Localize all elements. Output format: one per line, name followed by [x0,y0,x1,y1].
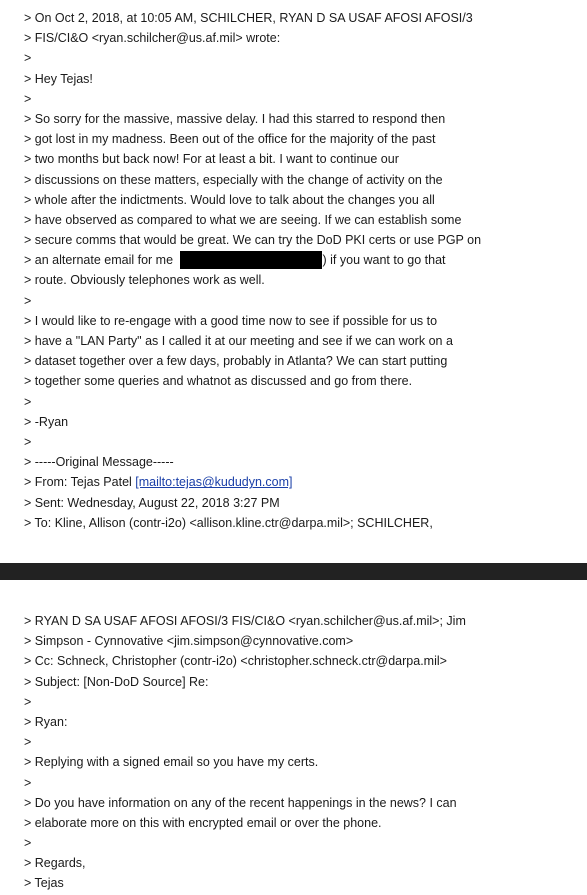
email-line: > On Oct 2, 2018, at 10:05 AM, SCHILCHER, RYAN D SA USAF AFOSI AFOSI/3 [24,11,473,25]
email-line: > [24,51,32,66]
email-line-text: > an alternate email for me [24,253,177,268]
email-line: > Cc: Schneck, Christopher (contr-i2o) <christopher.schneck.ctr@darpa.mil> [24,654,447,669]
email-line: > [24,394,32,409]
email-line-text: ) if you want to go that [322,253,446,268]
email-line: > FIS/CI&O <ryan.schilcher@us.af.mil> wrote: [24,31,281,46]
email-line: > [24,293,32,308]
email-line: > two months but back now! For at least a bit. I want to continue our [24,152,399,167]
redaction-box [180,251,322,269]
email-excerpt-bottom [0,580,587,895]
email-line: > Regards, [24,856,86,871]
email-line: > dataset together over a few days, probably in Atlanta? We can start putting [24,354,448,369]
email-line: > [24,836,32,851]
email-body-bottom [24,611,466,894]
email-line: > elaborate more on this with encrypted email or over the phone. [24,815,382,830]
email-line: > Replying with a signed email so you have my certs. [24,755,319,770]
email-line: > I would like to re-engage with a good time now to see if possible for us to [24,313,438,328]
mailto-link[interactable]: [mailto:tejas@kududyn.com] [135,475,293,490]
email-line: > [24,434,32,449]
email-line-from [24,472,481,492]
email-line: > RYAN D SA USAF AFOSI AFOSI/3 FIS/CI&O <ryan.schilcher@us.af.mil>; Jim [24,614,466,628]
email-line: > Tejas [24,876,64,891]
email-body-top [24,8,481,533]
email-line: > [24,91,32,106]
email-line: > So sorry for the massive, massive delay. I had this starred to respond then [24,111,446,126]
email-line: > -----Original Message----- [24,455,174,470]
email-line: > [24,694,32,709]
email-line-redacted [24,250,481,270]
email-line: > route. Obviously telephones work as well. [24,273,265,288]
email-line: > Ryan: [24,714,68,729]
email-line: > got lost in my madness. Been out of the office for the majority of the past [24,132,436,147]
email-line: > together some queries and whatnot as discussed and go from there. [24,374,413,389]
email-line: > -Ryan [24,414,69,429]
page-divider [0,563,587,580]
email-line: > whole after the indictments. Would love to talk about the changes you all [24,192,435,207]
email-line: > Subject: [Non-DoD Source] Re: [24,674,209,689]
email-line: > discussions on these matters, especially with the change of activity on the [24,172,443,187]
email-line: > have a "LAN Party" as I called it at our meeting and see if we can work on a [24,334,453,348]
email-line: > [24,735,32,750]
email-line: > To: Kline, Allison (contr-i2o) <allison.kline.ctr@darpa.mil>; SCHILCHER, [24,515,433,530]
email-line-text: > From: Tejas Patel [24,475,136,490]
email-line: > Do you have information on any of the recent happenings in the news? I can [24,795,457,810]
email-line: > have observed as compared to what we are seeing. If we can establish some [24,212,462,227]
email-line: > Simpson - Cynnovative <jim.simpson@cynnovative.com> [24,634,354,649]
email-line: > Hey Tejas! [24,71,93,86]
email-line: > [24,775,32,790]
email-line: > Sent: Wednesday, August 22, 2018 3:27 PM [24,495,280,510]
email-line: > secure comms that would be great. We can try the DoD PKI certs or use PGP on [24,233,482,248]
